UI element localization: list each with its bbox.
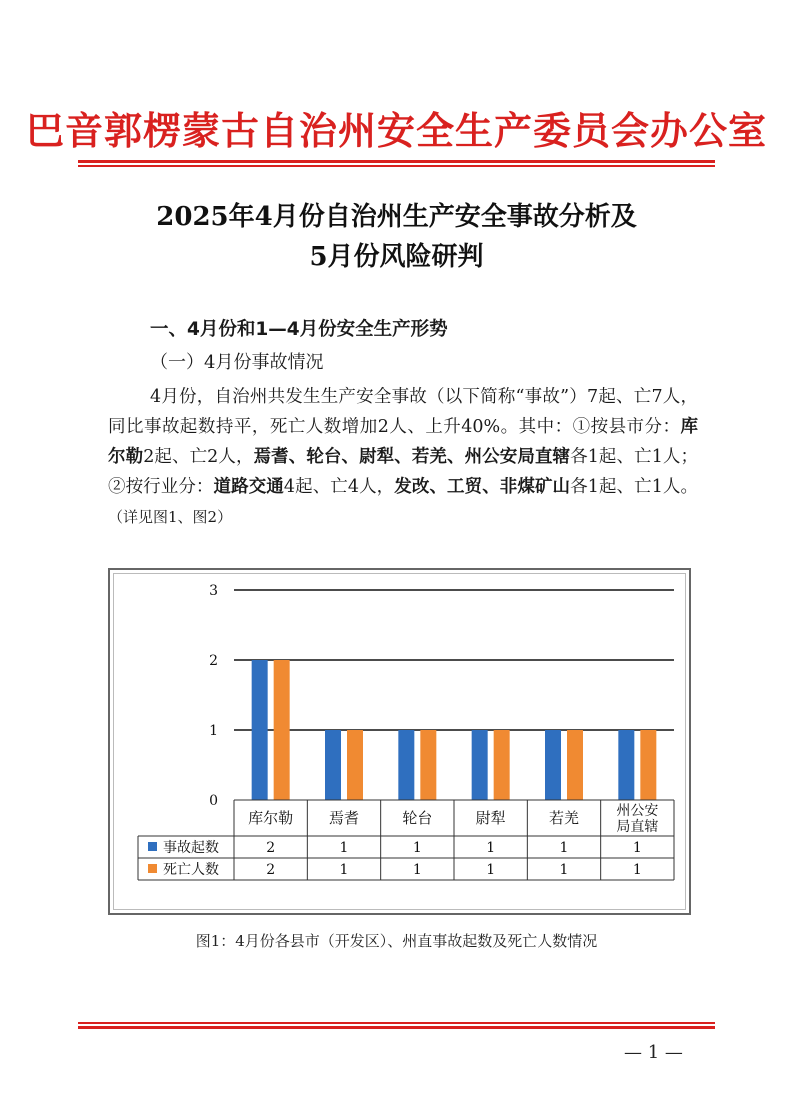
data-label: 1 bbox=[486, 840, 496, 856]
data-label: 1 bbox=[412, 840, 422, 856]
data-label: 2 bbox=[266, 840, 276, 856]
data-label: 1 bbox=[632, 862, 642, 878]
x-tick-label: 尉犁 bbox=[475, 809, 506, 827]
organization-header: 巴音郭楞蒙古自治州安全生产委员会办公室 bbox=[25, 109, 767, 153]
x-tick-label: 局直辖 bbox=[616, 819, 659, 835]
paragraph-text: 各1起、亡1人。 bbox=[570, 477, 699, 497]
y-tick-label: 1 bbox=[209, 723, 218, 739]
header-rule-thin bbox=[78, 165, 715, 167]
body-paragraph bbox=[108, 382, 698, 532]
legend-label: 死亡人数 bbox=[163, 862, 219, 878]
data-label: 1 bbox=[339, 840, 349, 856]
x-tick-label: 若羌 bbox=[548, 809, 580, 827]
data-label: 2 bbox=[266, 862, 276, 878]
paragraph-text: 2起、亡2人， bbox=[143, 447, 254, 467]
chart-frame bbox=[108, 568, 691, 915]
y-tick-label: 0 bbox=[209, 793, 218, 809]
x-tick-label: 州公安 bbox=[616, 803, 659, 819]
bar-deaths bbox=[420, 730, 436, 800]
paragraph-text: 4月份，自治州共发生生产安全事故（以下简称“事故”）7起、亡7人，同比事故起数持平，死亡人数增加2人、上升40%。其中：①按县市分： bbox=[108, 387, 698, 437]
bar-accidents bbox=[545, 730, 561, 800]
legend-label: 事故起数 bbox=[163, 840, 219, 856]
data-label: 1 bbox=[632, 840, 642, 856]
x-tick-label: 轮台 bbox=[402, 809, 433, 827]
document-title-line2: 5月份风险研判 bbox=[309, 242, 484, 272]
bar-accidents bbox=[325, 730, 341, 800]
bar-deaths bbox=[347, 730, 363, 800]
subsection-heading: （一）4月份事故情况 bbox=[150, 352, 324, 373]
paragraph-bold-industries: 发改、工贸、非煤矿山 bbox=[394, 477, 571, 497]
paragraph-bold-industry: 道路交通 bbox=[213, 477, 284, 497]
document-title-line1: 2025年4月份自治州生产安全事故分析及 bbox=[156, 202, 637, 232]
bar-deaths bbox=[494, 730, 510, 800]
data-label: 1 bbox=[486, 862, 496, 878]
paragraph-bold-county: 库尔勒 bbox=[108, 417, 698, 467]
bar-accidents bbox=[398, 730, 414, 800]
section-heading: 一、4月份和1—4月份安全生产形势 bbox=[150, 319, 448, 340]
footer-rule-thin bbox=[78, 1022, 715, 1024]
page-number: — 1 — bbox=[624, 1042, 683, 1063]
data-label: 1 bbox=[559, 840, 569, 856]
paragraph-text: 各1起、亡1人；②按行业分： bbox=[108, 447, 698, 497]
data-label: 1 bbox=[339, 862, 349, 878]
y-tick-label: 2 bbox=[209, 653, 218, 669]
header-rule-thick bbox=[78, 160, 715, 163]
paragraph-bold-counties: 焉耆、轮台、尉犁、若羌、州公安局直辖 bbox=[253, 447, 571, 467]
y-tick-label: 3 bbox=[209, 583, 218, 599]
bar-chart bbox=[110, 570, 689, 913]
paragraph-text: 4起、亡4人， bbox=[283, 477, 395, 497]
bar-accidents bbox=[618, 730, 634, 800]
figure-caption: 图1：4月份各县市（开发区）、州直事故起数及死亡人数情况 bbox=[195, 932, 598, 950]
bar-accidents bbox=[472, 730, 488, 800]
data-label: 1 bbox=[559, 862, 569, 878]
bar-deaths bbox=[274, 660, 290, 800]
legend-swatch bbox=[148, 842, 157, 851]
legend-swatch bbox=[148, 864, 157, 873]
bar-accidents bbox=[252, 660, 268, 800]
footer-rule-thick bbox=[78, 1026, 715, 1029]
data-label: 1 bbox=[412, 862, 422, 878]
paragraph-reference: （详见图1、图2） bbox=[108, 508, 233, 526]
bar-deaths bbox=[567, 730, 583, 800]
bar-deaths bbox=[640, 730, 656, 800]
x-tick-label: 库尔勒 bbox=[248, 809, 294, 827]
x-tick-label: 焉耆 bbox=[328, 809, 360, 827]
